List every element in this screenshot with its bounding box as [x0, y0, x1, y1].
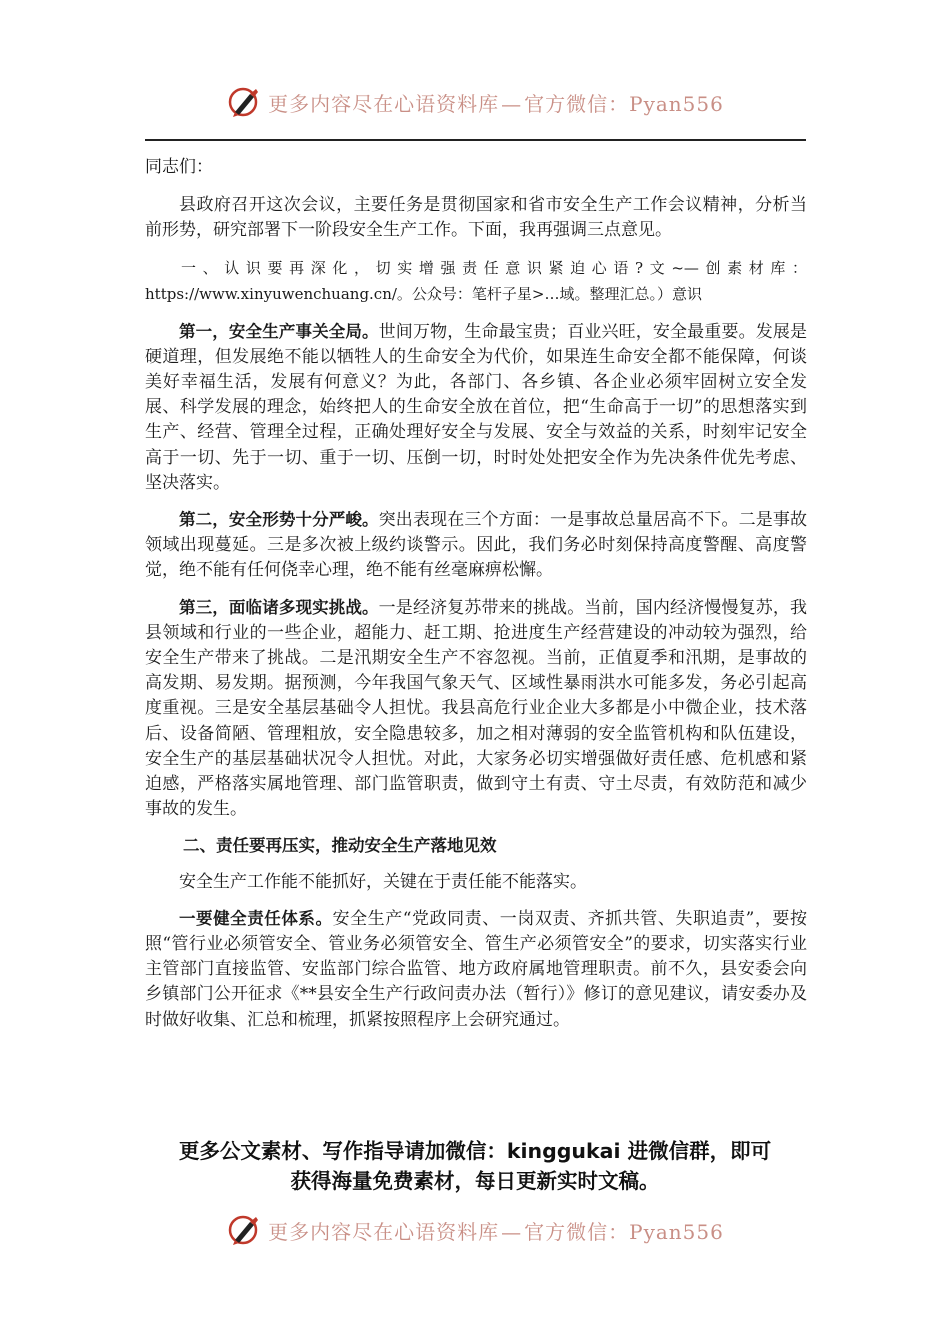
header-banner-text: 更多内容尽在心语资料库 — 官方微信：Pyan556 — [268, 91, 724, 116]
footer-banner-text: 更多内容尽在心语资料库 — 官方微信：Pyan556 — [268, 1219, 724, 1244]
point3-lead: 第三，面临诸多现实挑战。 — [179, 597, 379, 617]
point3-paragraph — [145, 595, 807, 823]
footer-banner — [0, 1210, 950, 1250]
promo-block — [0, 1136, 950, 1196]
intro-paragraph: 县政府召开这次会议，主要任务是贯彻国家和省市安全生产工作会议精神，分析当前形势，研究部署下一阶段安全生产工作。下面，我再强调三点意见。 — [145, 195, 807, 241]
header-banner — [0, 82, 950, 122]
promo-line-1: 更多公文素材、写作指导请加微信：kinggukai 进微信群，即可 — [178, 1139, 772, 1163]
salutation: 同志们： — [145, 157, 213, 177]
responsibility-system-paragraph — [145, 906, 807, 1033]
point1-paragraph — [145, 319, 807, 496]
point2-lead: 第二，安全形势十分严峻。 — [179, 510, 379, 530]
pen-logo-icon — [226, 84, 262, 120]
pen-logo-icon — [226, 1212, 262, 1248]
section2-heading: 二、责任要再压实，推动安全生产落地见效 — [182, 836, 497, 856]
promo-line-2: 获得海量免费素材，每日更新实时文稿。 — [290, 1169, 660, 1193]
point2-paragraph — [145, 507, 807, 584]
document-body — [145, 152, 807, 1044]
point3-text: 一是经济复苏带来的挑战。当前，国内经济慢慢复苏，我县领域和行业的一些企业，超能力、赶工期、抢进度生产经营建设的冲动较为强烈，给安全生产带来了挑战。二是汛期安全生产不容忽视。当前，正值夏季和汛期，是事故的高发期、易发期。据预测，今年我国气象天气、区域性暴雨洪水可能多发，务必引起高度重视。三是安全基层基础令人担忧。我县高危行业企业大多都是小中微企业，技术落后、设备简陋、管理粗放，安全隐患较多，加之相对薄弱的安全监管机构和队伍建设，安全生产的基层基础状况令人担忧。对此，大家务必切实增强做好责任感、危机感和紧迫感，严格落实属地管理、部门监管职责，做到守土有责、守土尽责，有效防范和减少事故的发生。 — [145, 597, 808, 820]
responsibility-system-lead: 一要健全责任体系。 — [179, 908, 333, 928]
section1-heading: 一、认识要再深化，切实增强责任意识紧迫心语?文~—创素材库：https://www.xinyuwenchuang.cn/。公众号：笔杆子星>…域。整理汇总。）意识 — [145, 258, 807, 303]
responsibility-intro: 安全生产工作能不能抓好，关键在于责任能不能落实。 — [179, 871, 587, 892]
responsibility-system-text: 安全生产“党政同责、一岗双责、齐抓共管、失职追责”，要按照“管行业必须管安全、管业务必须管安全、管生产必须管安全”的要求，切实落实行业主管部门直接监管、安监部门综合监管、地方政府属地管理职责。前不久，县安委会向乡镇部门公开征求《**县安全生产行政问责办法（暂行）》修订的意见建议，请安委办及时做好收集、汇总和梳理，抓紧按照程序上会研究通过。 — [145, 908, 807, 1030]
point1-lead: 第一，安全生产事关全局。 — [179, 321, 379, 341]
point2-text: 突出表现在三个方面：一是事故总量居高不下。二是事故领域出现蔓延。三是多次被上级约谈警示。因此，我们务必时刻保持高度警醒、高度警觉，绝不能有任何侥幸心理，绝不能有丝毫麻痹松懈。 — [145, 510, 808, 581]
point1-text: 世间万物，生命最宝贵；百业兴旺，安全最重要。发展是硬道理，但发展绝不能以牺牲人的生命安全为代价，如果连生命安全都不能保障，何谈美好幸福生活，发展有何意义？为此，各部门、各乡镇、各企业必须牢固树立安全发展、科学发展的理念，始终把人的生命安全放在首位，把“生命高于一切”的思想落实到生产、经营、管理全过程，正确处理好安全与发展、安全与效益的关系，时刻牢记安全高于一切、先于一切、重于一切、压倒一切，时时处处把安全作为先决条件优先考虑、坚决落实。 — [145, 321, 808, 493]
header-divider — [145, 139, 806, 141]
